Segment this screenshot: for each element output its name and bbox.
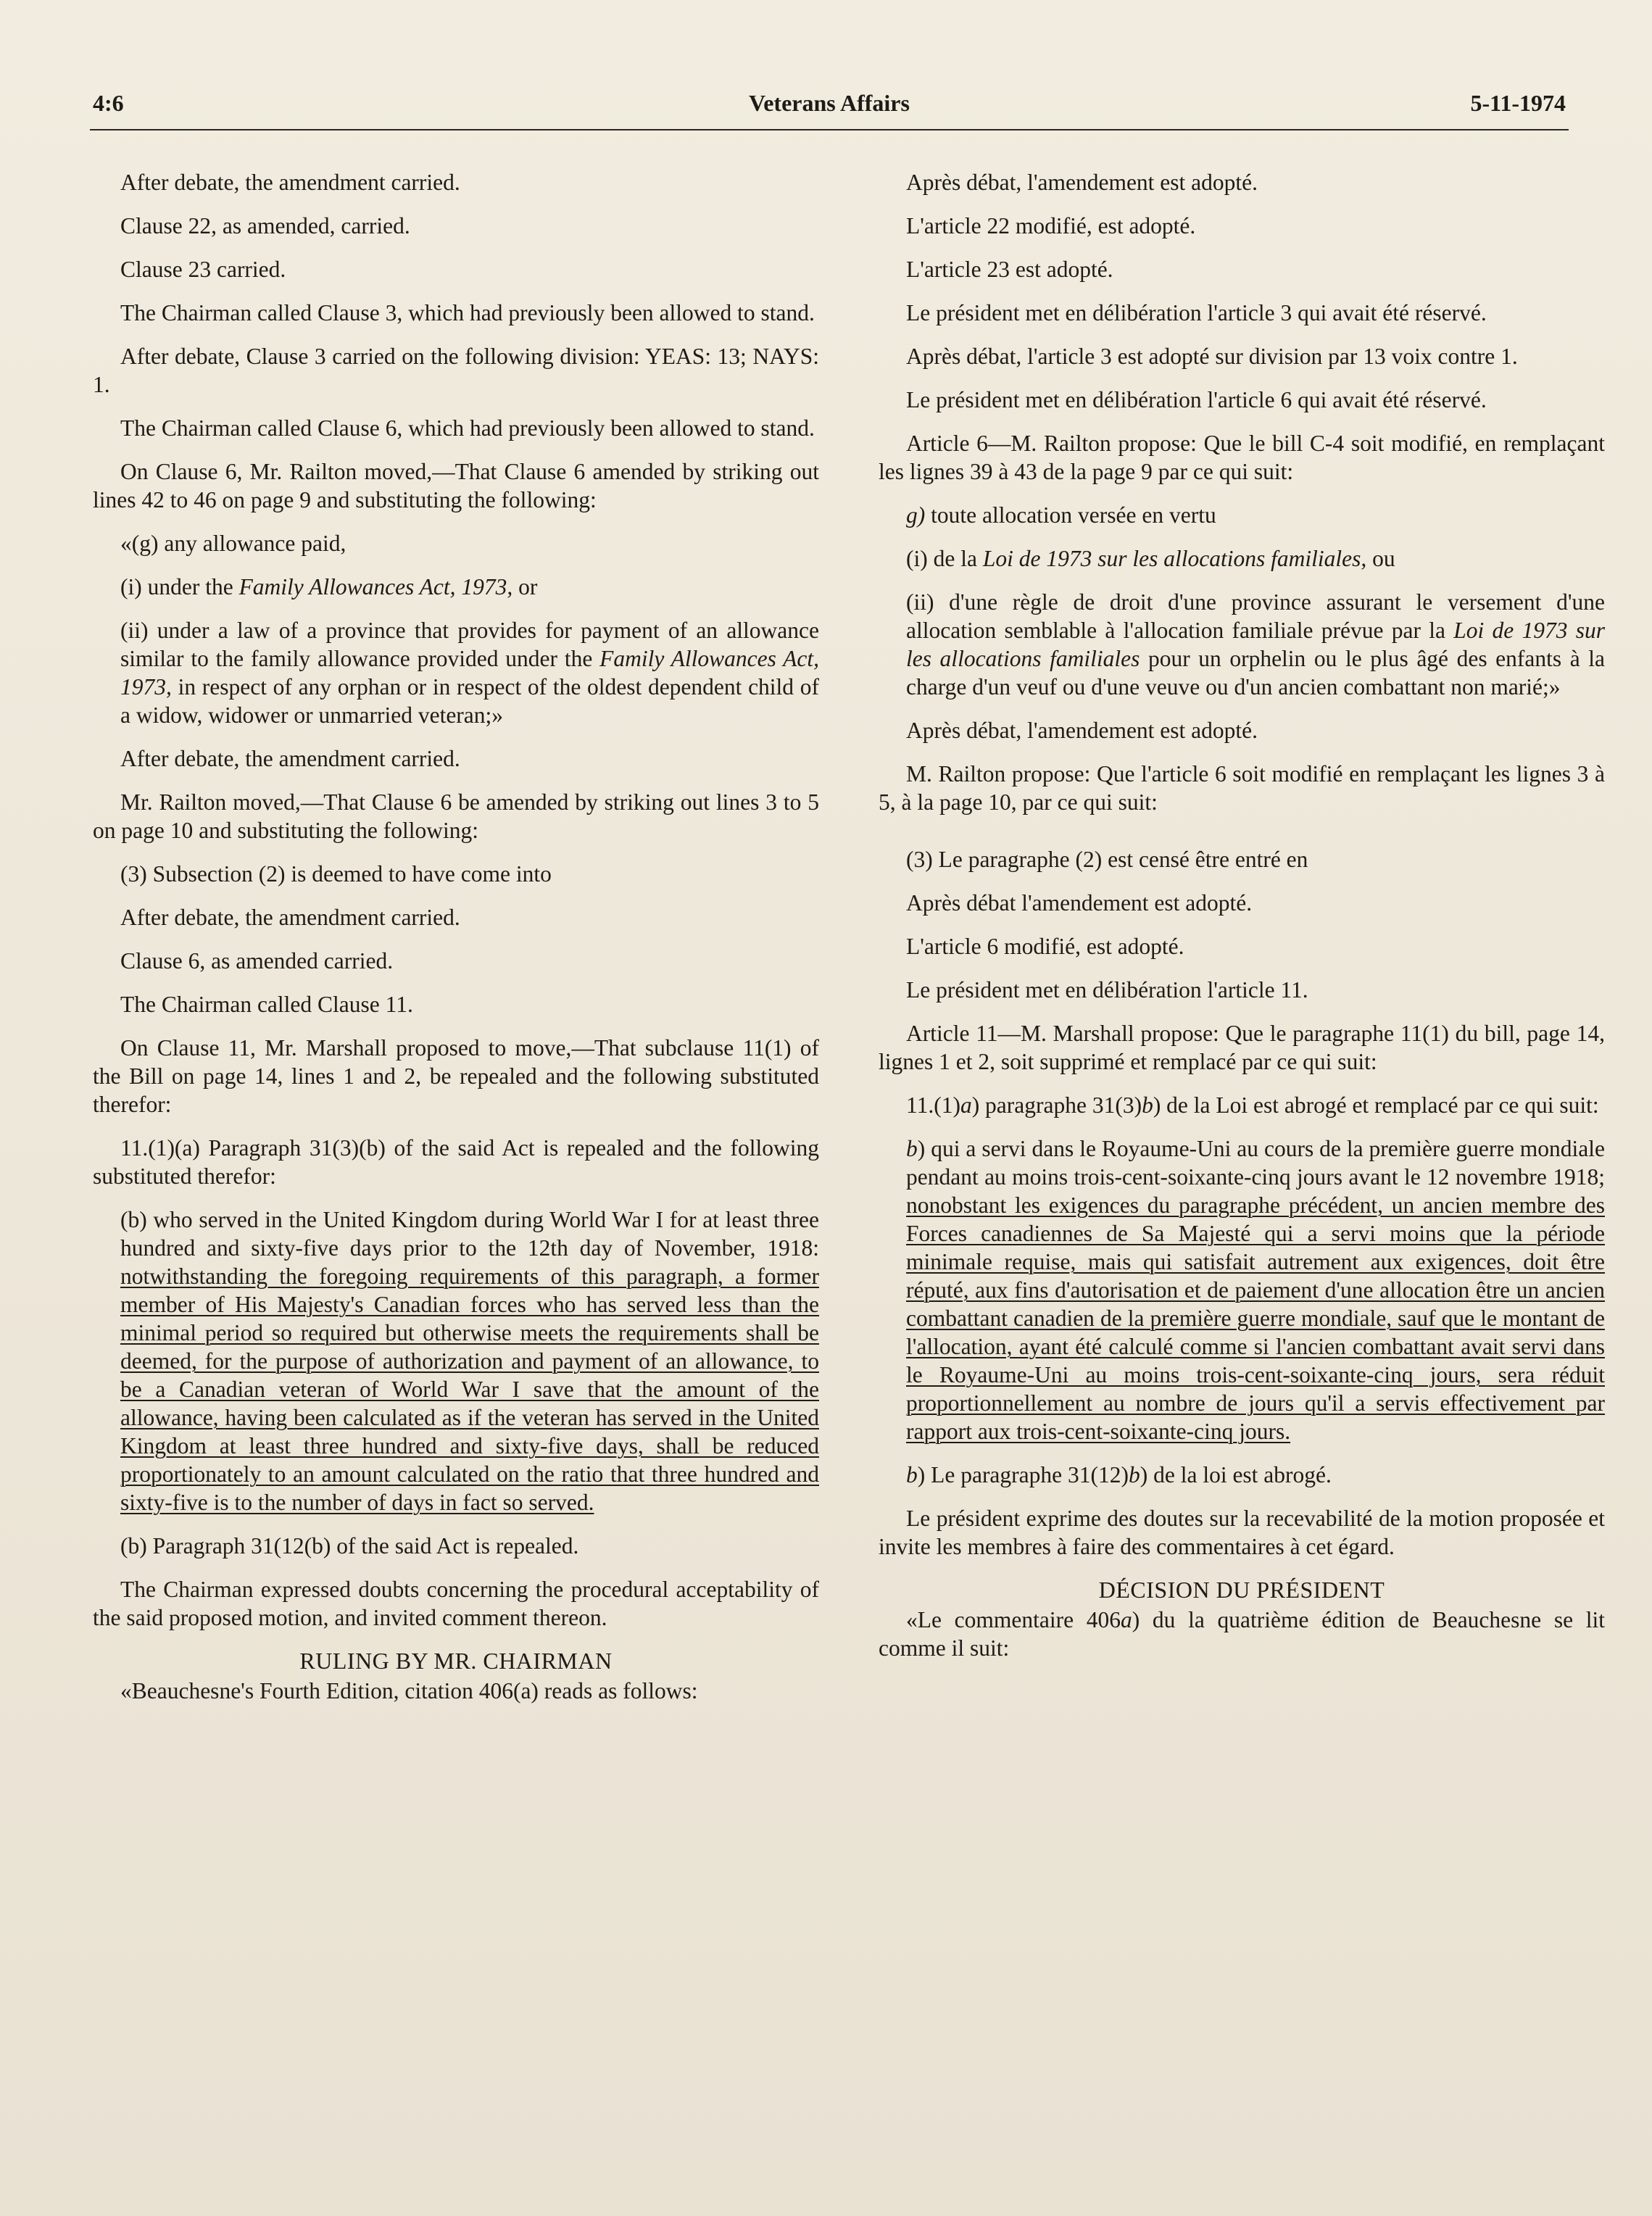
text-run: 11.(1) bbox=[906, 1092, 960, 1118]
underlined-amendment: notwithstanding the foregoing requirements of this paragraph, a former member of His Majesty's Canadian forces who has served less than the minimal period so required but otherwise meets the requirements shall be deemed, for the purpose of authorization and payment of an allowance, to be a Canadian veteran of World War I save that the amount of the allowance, having been calculated as if the veteran has served in the United Kingdom at least three hundred and sixty-five days, shall be reduced proportionately to an amount calculated on the ratio that three hundred and sixty-five is to the number of days in fact so served. bbox=[120, 1263, 819, 1515]
paragraph bbox=[879, 501, 1605, 529]
text-run: (ii) under a law of a province that provides for payment of an allowance similar to the family allowance provided under the bbox=[120, 618, 819, 671]
text-run: pour un orphelin ou le plus âgé des enfants à la charge d'un veuf ou d'une veuve ou d'un ancien combattant non marié;» bbox=[906, 646, 1605, 700]
text-run: «Le commentaire 406 bbox=[906, 1607, 1121, 1632]
paragraph: Le président met en délibération l'article 6 qui avait été réservé. bbox=[906, 387, 1487, 412]
paragraph bbox=[120, 1205, 819, 1516]
paragraph: «Beauchesne's Fourth Edition, citation 406(a) reads as follows: bbox=[120, 1678, 698, 1704]
paragraph bbox=[906, 588, 1605, 701]
paragraph: Le président met en délibération l'article 3 qui avait été réservé. bbox=[906, 300, 1487, 325]
text-run: ou bbox=[1366, 546, 1395, 571]
text-run: (ii) d'une règle de droit d'une province assurant le versement d'une allocation semblable à l'allocation familiale prévue par la bbox=[906, 589, 1605, 643]
paragraph bbox=[906, 544, 1605, 573]
paragraph: Article 6—M. Railton propose: Que le bill C-4 soit modifié, en remplaçant les lignes 39 à 43 de la page 9 par ce qui suit: bbox=[879, 431, 1605, 484]
underlined-amendment: nonobstant les exigences du paragraphe précédent, un ancien membre des Forces canadiennes de Sa Majesté qui a servi moins que la période minimale requise, mais qui satisfait autrement aux exigences, doit être réputé, aux fins d'autorisation et de paiement d'une allocation être un ancien combattant canadien de la première guerre mondiale, sauf que le montant de l'allocation, ayant été calculé comme si l'ancien combattant avait servi dans le Royaume-Uni au moins trois-cent-soixante-cinq jours, sera réduit proportionnellement au nombre de jours qu'il a servis effectivement par rapport aux trois-cent-soixante-cinq jours. bbox=[906, 1192, 1605, 1444]
paragraph: After debate, the amendment carried. bbox=[120, 746, 460, 771]
paragraph: Mr. Railton moved,—That Clause 6 be amended by striking out lines 3 to 5 on page 10 and substituting the following: bbox=[93, 789, 819, 843]
text-run-italic: a bbox=[960, 1092, 972, 1118]
paragraph bbox=[879, 1091, 1605, 1119]
paragraph: The Chairman called Clause 3, which had previously been allowed to stand. bbox=[120, 300, 815, 325]
paragraph: (b) Paragraph 31(12(b) of the said Act is repealed. bbox=[120, 1533, 579, 1559]
header-date: 5-11-1974 bbox=[1470, 90, 1566, 116]
paragraph: «(g) any allowance paid, bbox=[120, 531, 346, 556]
paragraph: Clause 6, as amended carried. bbox=[120, 948, 394, 974]
paragraph: (3) Subsection (2) is deemed to have come into bbox=[120, 861, 552, 887]
act-title: Family Allowances Act, 1973, bbox=[238, 574, 513, 599]
paragraph: The Chairman called Clause 6, which had previously been allowed to stand. bbox=[120, 415, 815, 441]
paragraph: The Chairman called Clause 11. bbox=[120, 992, 413, 1017]
header-title: Veterans Affairs bbox=[749, 90, 910, 116]
text-run: ) du la quatrième édition de Beauchesne se lit comme il suit: bbox=[879, 1607, 1605, 1661]
paragraph: Clause 22, as amended, carried. bbox=[120, 213, 410, 238]
paragraph bbox=[879, 1461, 1605, 1489]
ruling-heading: RULING BY MR. CHAIRMAN bbox=[299, 1648, 613, 1674]
paragraph bbox=[120, 616, 819, 729]
paragraph: Clause 23 carried. bbox=[120, 257, 286, 282]
running-header bbox=[90, 86, 1569, 130]
paragraph: The Chairman expressed doubts concerning the procedural acceptability of the said proposed motion, and invited comment thereon. bbox=[93, 1577, 819, 1630]
act-title: Family Allowances Act, 1973, bbox=[120, 646, 819, 700]
text-run: ) de la loi est abrogé. bbox=[1140, 1462, 1332, 1487]
paragraph bbox=[120, 573, 819, 601]
text-run: or bbox=[512, 574, 538, 599]
paragraph: L'article 23 est adopté. bbox=[906, 257, 1113, 282]
text-run: (b) who served in the United Kingdom during World War I for at least three hundred and sixty-five days prior to the 12th day of November, 1918: bbox=[120, 1207, 819, 1261]
paragraph: Le président met en délibération l'article 11. bbox=[906, 977, 1308, 1003]
paragraph: L'article 6 modifié, est adopté. bbox=[906, 934, 1184, 959]
paragraph: Après débat l'amendement est adopté. bbox=[906, 890, 1253, 916]
paragraph: On Clause 6, Mr. Railton moved,—That Clause 6 amended by striking out lines 42 to 46 on page 9 and substituting the following: bbox=[93, 459, 819, 512]
paragraph: M. Railton propose: Que l'article 6 soit modifié en remplaçant les lignes 3 à 5, à la page 10, par ce qui suit: bbox=[879, 761, 1605, 815]
paragraph bbox=[879, 1606, 1605, 1662]
act-title: Loi de 1973 sur les allocations familiales, bbox=[982, 546, 1367, 571]
text-run: ) paragraphe 31(3) bbox=[971, 1092, 1142, 1118]
text-run: (i) de la bbox=[906, 546, 983, 571]
text-run: toute allocation versée en vertu bbox=[925, 502, 1216, 528]
paragraph: After debate, the amendment carried. bbox=[120, 170, 460, 195]
paragraph: (3) Le paragraphe (2) est censé être entré en bbox=[906, 847, 1308, 872]
text-run: ) qui a servi dans le Royaume-Uni au cours de la première guerre mondiale pendant au moins trois-cent-soixante-cinq jours avant le 12 novembre 1918; bbox=[906, 1136, 1605, 1190]
paragraph bbox=[906, 1134, 1605, 1445]
text-run: in respect of any orphan or in respect of the oldest dependent child of a widow, widower or unmarried veteran;» bbox=[120, 674, 819, 728]
paragraph: 11.(1)(a) Paragraph 31(3)(b) of the said Act is repealed and the following substituted therefor: bbox=[93, 1135, 819, 1189]
paragraph: Après débat, l'amendement est adopté. bbox=[906, 170, 1258, 195]
english-column bbox=[93, 168, 819, 1720]
paragraph: After debate, the amendment carried. bbox=[120, 905, 460, 930]
text-run: ) de la Loi est abrogé et remplacé par ce qui suit: bbox=[1153, 1092, 1599, 1118]
paragraph: Après débat, l'amendement est adopté. bbox=[906, 718, 1258, 743]
french-column bbox=[879, 168, 1605, 1677]
text-run-italic: a bbox=[1121, 1607, 1132, 1632]
paragraph: L'article 22 modifié, est adopté. bbox=[906, 213, 1196, 238]
act-title: Loi de 1973 sur les allocations familiales bbox=[906, 618, 1605, 671]
paragraph: Après débat, l'article 3 est adopté sur division par 13 voix contre 1. bbox=[906, 344, 1518, 369]
page-number: 4:6 bbox=[93, 90, 124, 116]
item-letter: g) bbox=[906, 502, 926, 528]
item-letter: b bbox=[906, 1136, 918, 1161]
paragraph: After debate, Clause 3 carried on the following division: YEAS: 13; NAYS: 1. bbox=[93, 344, 819, 397]
text-run: (i) under the bbox=[120, 574, 239, 599]
paragraph: Article 11—M. Marshall propose: Que le paragraphe 11(1) du bill, page 14, lignes 1 et 2, soit supprimé et remplacé par ce qui suit: bbox=[879, 1021, 1605, 1074]
text-run-italic: b bbox=[1128, 1462, 1140, 1487]
paragraph: Le président exprime des doutes sur la recevabilité de la motion proposée et invite les membres à faire des commentaires à cet égard. bbox=[879, 1506, 1605, 1559]
text-run-italic: b bbox=[1142, 1092, 1153, 1118]
ruling-heading: DÉCISION DU PRÉSIDENT bbox=[1098, 1577, 1385, 1603]
text-run: ) Le paragraphe 31(12) bbox=[917, 1462, 1129, 1487]
paragraph: On Clause 11, Mr. Marshall proposed to move,—That subclause 11(1) of the Bill on page 14, lines 1 and 2, be repealed and the following substituted therefor: bbox=[93, 1035, 819, 1117]
text-run-italic: b bbox=[906, 1462, 918, 1487]
